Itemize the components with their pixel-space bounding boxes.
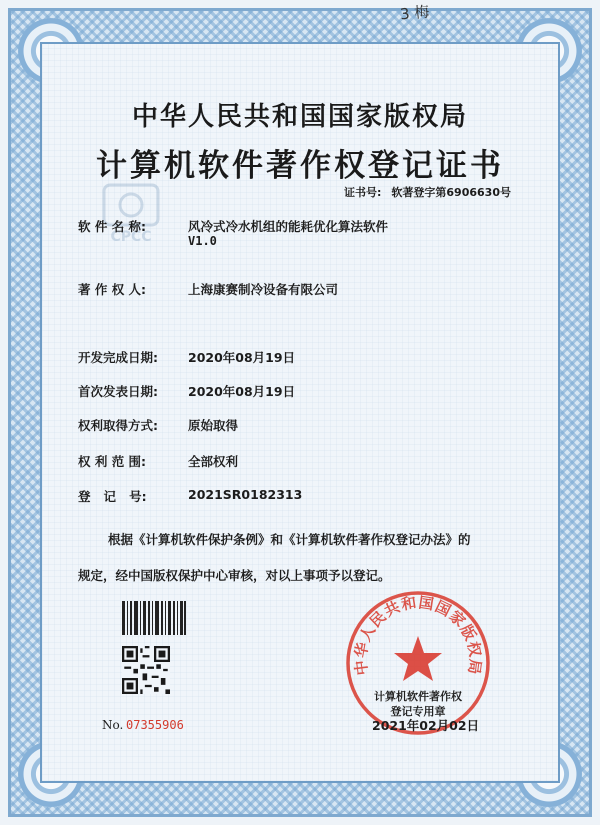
- field-label: 软 件 名 称:: [78, 219, 147, 234]
- field-value: 2020年08月19日: [188, 350, 296, 365]
- field-value: 2020年08月19日: [188, 384, 296, 399]
- field-value: 原始取得: [188, 418, 239, 433]
- field-first-publish-date: [78, 382, 296, 400]
- seal-ring-text: 中华人民共和国国家版权局: [351, 593, 485, 677]
- field-acquisition-method: [78, 416, 239, 434]
- field-development-date: [78, 348, 296, 366]
- field-copyright-owner: [78, 280, 339, 298]
- serial-number-value: 07355906: [126, 718, 184, 732]
- qr-code-icon: [122, 646, 170, 694]
- cpcc-logo-text: CPCC: [110, 229, 152, 245]
- field-label: 权 利 范 围:: [78, 454, 147, 469]
- field-value: 全部权利: [188, 454, 239, 469]
- seal-inner-line-2: 登记专用章: [390, 705, 446, 718]
- field-version: V1.0: [188, 234, 217, 248]
- seal-inner-line-1: 计算机软件著作权: [374, 690, 462, 703]
- field-value: 上海康赛制冷设备有限公司: [188, 282, 339, 297]
- issuing-authority: 中华人民共和国国家版权局: [131, 102, 468, 132]
- field-label: 首次发表日期:: [78, 384, 158, 399]
- statement-line-2: 规定，经中国版权保护中心审核，对以上事项予以登记。: [78, 568, 391, 583]
- handwritten-note: 3 梅: [399, 2, 431, 24]
- issue-date: 2021年02月02日: [372, 718, 480, 733]
- field-label: 登 记 号:: [78, 489, 147, 504]
- certificate-number-label: 证书号:: [344, 186, 382, 199]
- field-value: 风冷式冷水机组的能耗优化算法软件: [188, 219, 389, 234]
- serial-number-label: No.: [102, 718, 124, 732]
- certificate-number: [344, 184, 511, 200]
- field-label: 开发完成日期:: [78, 350, 158, 365]
- barcode-icon: [122, 601, 186, 635]
- certificate-title: 计算机软件著作权登记证书: [96, 148, 504, 184]
- field-registration-number: [78, 487, 303, 505]
- field-rights-scope: [78, 452, 239, 470]
- cpcc-watermark-logo: [90, 183, 172, 245]
- field-label: 著 作 权 人:: [78, 282, 147, 297]
- statement-line-1: 根据《计算机软件保护条例》和《计算机软件著作权登记办法》的: [108, 532, 471, 547]
- certificate-number-value: 软著登字第6906630号: [391, 186, 511, 199]
- field-label: 权利取得方式:: [78, 418, 158, 433]
- field-value: 2021SR0182313: [188, 487, 303, 502]
- seal-star-icon: [394, 636, 442, 681]
